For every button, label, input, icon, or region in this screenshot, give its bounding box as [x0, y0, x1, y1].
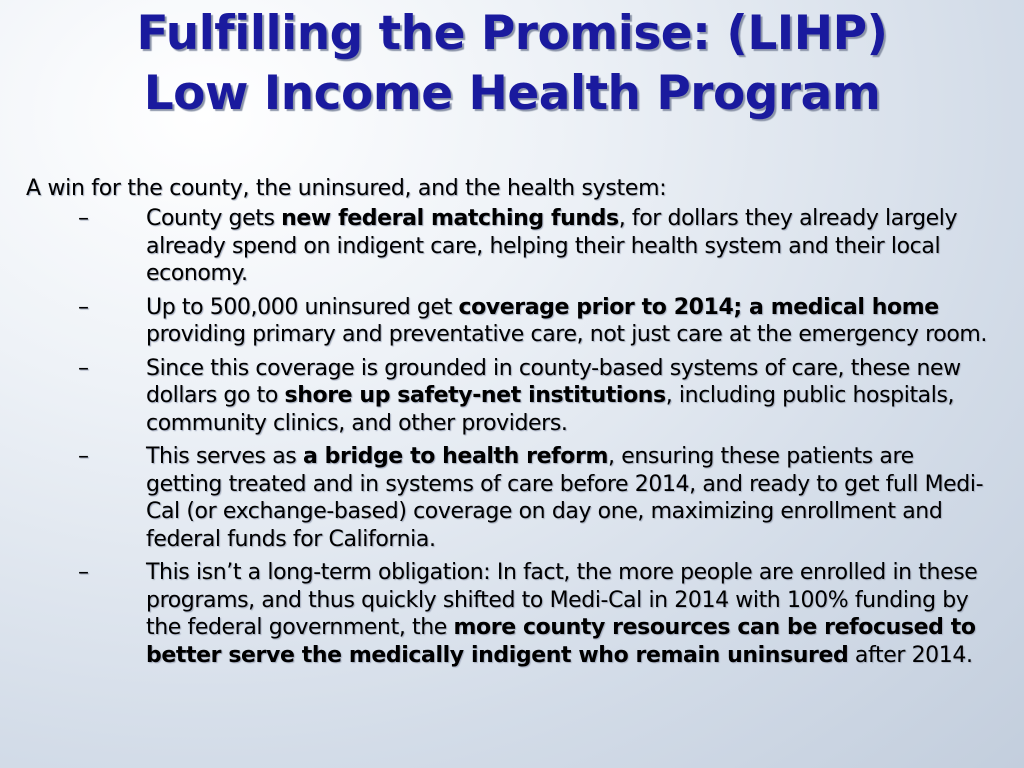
title-line-2: Low Income Health Program	[143, 66, 881, 121]
bullet-list	[26, 205, 996, 669]
bullet-dash: –	[78, 355, 89, 381]
bullet-item-5	[26, 559, 996, 669]
slide-title	[0, 4, 1024, 124]
slide-body	[26, 175, 996, 675]
bullet-text: Since this coverage is grounded in county-based systems of care, these new dollars go to	[146, 355, 961, 408]
title-line-1: Fulfilling the Promise: (LIHP)	[136, 6, 888, 61]
bullet-dash: –	[78, 560, 89, 585]
bullet-emphasis: coverage prior to 2014; a medical home	[458, 294, 939, 320]
bullet-text: This serves as	[146, 444, 303, 469]
bullet-item-4	[26, 443, 996, 553]
bullet-dash: –	[78, 206, 89, 231]
bullet-text: , including public hospitals, community clinics, and other providers.	[146, 383, 955, 436]
bullet-item-3	[26, 355, 996, 438]
bullet-emphasis: new federal matching funds	[281, 206, 619, 231]
bullet-text: providing primary and preventative care, not just care at the emergency room.	[146, 322, 988, 347]
bullet-text: , for dollars they already largely already spend on indigent care, helping their health system and their local economy.	[146, 206, 958, 286]
bullet-text: Up to 500,000 uninsured get	[146, 294, 459, 320]
bullet-emphasis: shore up safety-net institutions	[284, 383, 666, 408]
bullet-text: This isn’t a long-term obligation: In fact, the more people are enrolled in these programs, and thus quickly shifted to Medi-Cal in 2014 with 100% funding by the federal government, the	[146, 560, 978, 640]
bullet-item-1	[26, 205, 996, 288]
intro-text: A win for the county, the uninsured, and the health system:	[26, 176, 667, 201]
bullet-text: , ensuring these patients are getting treated and in systems of care before 2014, and ready to get full Medi-Cal (or exchange-based) coverage on day one, maximizing enrollment and federal funds for California.	[146, 444, 984, 552]
bullet-dash: –	[78, 444, 89, 469]
bullet-item-2	[26, 294, 996, 349]
bullet-emphasis: a bridge to health reform	[302, 444, 609, 469]
bullet-dash: –	[78, 294, 89, 320]
bullet-text: County gets	[146, 206, 282, 231]
bullet-emphasis: more county resources can be refocused to better serve the medically indigent who remain uninsured	[146, 615, 976, 668]
bullet-text: after 2014.	[848, 642, 973, 668]
